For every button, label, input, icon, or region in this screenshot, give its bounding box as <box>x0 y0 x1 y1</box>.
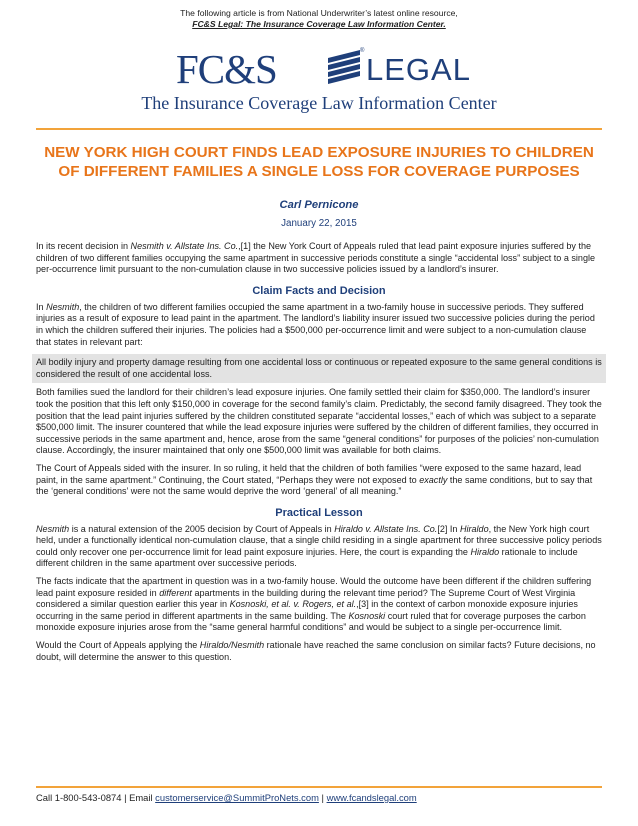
article-title-line1: NEW YORK HIGH COURT FINDS LEAD EXPOSURE INJURIES TO CHILDREN <box>44 144 594 161</box>
footer-separator: | <box>318 792 327 803</box>
section-heading-practical-lesson: Practical Lesson <box>275 506 363 519</box>
section-heading-claim-facts: Claim Facts and Decision <box>252 284 386 297</box>
logo-legal-text: LEGAL <box>366 52 471 87</box>
paragraph-conclusion: Would the Court of Appeals applying the Hiraldo/Nesmith rationale have reached the same conclusion on similar facts? Future decisions, no doubt, will determine the answer to this question. <box>36 640 596 662</box>
top-divider <box>36 128 602 130</box>
paragraph-positions: Both families sued the landlord for their children’s lead exposure injuries. One family settled their claim for $350,000. The landlord’s insurer took the position that this left only $150,000 in coverage for the second family’s claim. Predictably, the second family disagreed. They took the position that the lead paint injuries suffered by the children constituted separate “accidental losses,” each of which was subject to a separate $500,000 limit. The insurer countered that while the lead exposure injuries were suffered by the children of different families, they occurred in successive periods in the same apartment and, hence, arose from the same “general conditions” for purposes of the policies’ non-cumulation clause. Accordingly, the insurer maintained that only one $500,000 limit was available for both claims. <box>36 387 602 456</box>
paragraph-kosnoski: The facts indicate that the apartment in question was in a two-family house. Would the outcome have been different if the children suffering lead paint exposure resided in different apartments in the building during the relevant time period? The Supreme Court of West Virginia considered a similar question earlier this year in Kosnoski, et al. v. Rogers, et al.,[3] in the context of carbon monoxide exposure injuries occurring in the same period in different apartments in the same building. The Kosnoski court ruled that for coverage purposes the carbon monoxide exposure injuries arose from the “same general harmful conditions” and would be subject to a single per-occurrence limit. <box>36 576 592 633</box>
paragraph-hiraldo: Nesmith is a natural extension of the 2005 decision by Court of Appeals in Hiraldo v. Allstate Ins. Co.[2] In Hiraldo, the New York high court held, under a functionally identical non-cumulation clause, that a single child residing in a single apartment for three successive policy periods could only recover one per-occurrence limit for lead paint exposure injuries. Here, the court is expanding the Hiraldo rationale to include different children in the same apartment over successive periods. <box>36 523 602 569</box>
fcs-legal-logo <box>170 46 470 90</box>
publication-subtitle: The Insurance Coverage Law Information Center <box>141 93 497 113</box>
footer-email-link[interactable]: customerservice@SummitProNets.com <box>155 792 319 803</box>
article-author: Carl Pernicone <box>279 199 359 211</box>
footer-phone: Call 1-800-543-0874 | Email <box>36 792 156 803</box>
article-date: January 22, 2015 <box>281 218 357 229</box>
footer-contact <box>36 792 417 803</box>
footer-website-link[interactable]: www.fcandslegal.com <box>326 792 417 803</box>
registered-mark: ® <box>360 48 365 54</box>
article-body <box>36 241 602 669</box>
paragraph-ruling: The Court of Appeals sided with the insurer. In so ruling, it held that the children of both families “were exposed to the same hazard, lead paint, in the same apartment.” Continuing, the Court stated, “Perhaps they were not exposed to exactly the same conditions, but to say that the ‘general conditions’ were not the same would deprive the word ‘general’ of all meaning.” <box>36 462 593 497</box>
header-note-line2: FC&S Legal: The Insurance Coverage Law Information Center. <box>192 19 446 29</box>
article-title <box>30 144 608 181</box>
logo-stripes-icon <box>328 54 360 82</box>
logo-main-text: FC&S <box>176 46 277 92</box>
policy-quote: All bodily injury and property damage resulting from one accidental loss or continuous or repeated exposure to the same general conditions is considered the result of one accidental loss. <box>32 354 606 383</box>
article-title-line2: OF DIFFERENT FAMILIES A SINGLE LOSS FOR COVERAGE PURPOSES <box>58 162 580 180</box>
header-note-line1: The following article is from National Underwriter’s latest online resource, <box>180 8 458 18</box>
bottom-divider <box>36 786 602 788</box>
paragraph-facts: In Nesmith, the children of two different families occupied the same apartment in a two-family house in successive periods. They suffered injuries as a result of exposure to lead paint in the apartment. The landlord’s liability insurer issued two successive policies during the period in which the children suffered their injuries. The policies had a $500,000 per-occurrence limit and were subject to a non-cumulation clause that states in relevant part: <box>36 301 595 347</box>
paragraph-intro: In its recent decision in Nesmith v. Allstate Ins. Co.,[1] the New York Court of Appeals ruled that lead paint exposure injuries suffered by the children of two different families occupying the same apartment in successive periods constitute a single “accidental loss” subject to a single per-occurrence limit pursuant to the non-cumulation clause in two successive policies issued by a landlord’s insurer. <box>36 241 596 275</box>
header-note <box>0 8 638 30</box>
